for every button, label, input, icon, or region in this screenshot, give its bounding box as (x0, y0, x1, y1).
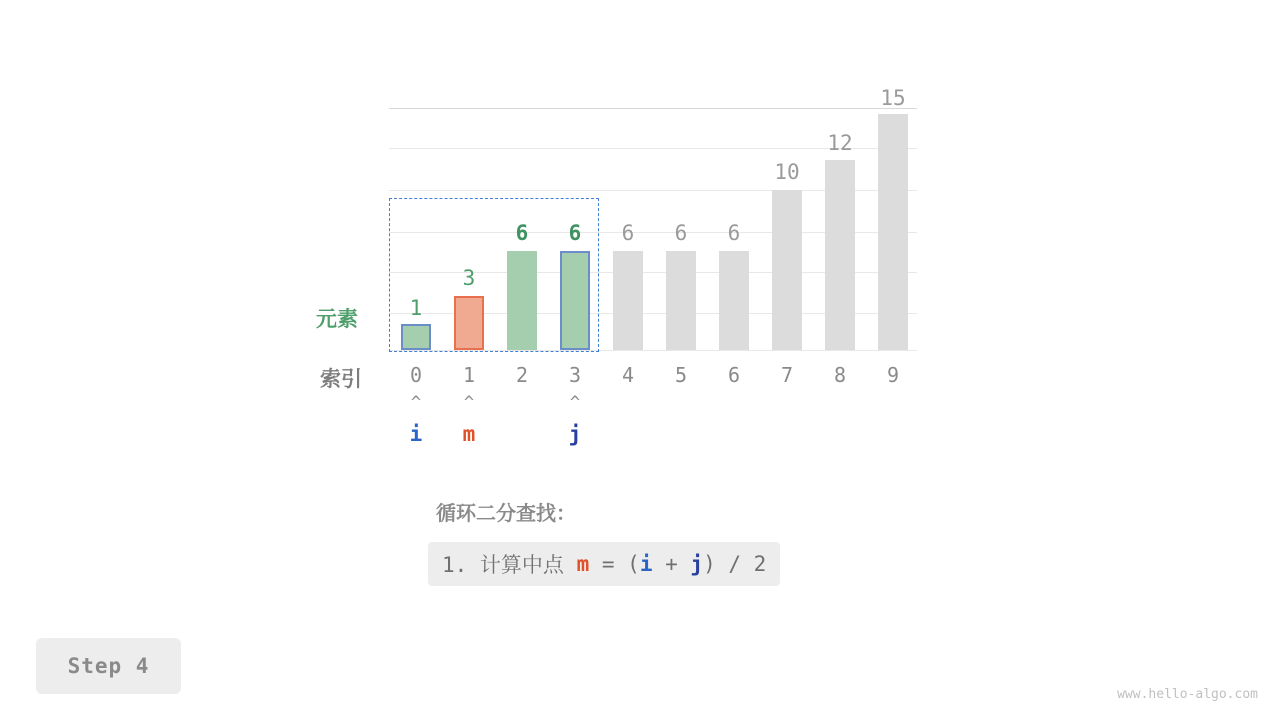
bar-value-4: 6 (621, 221, 635, 245)
elements-axis-title: 元素 (316, 307, 358, 331)
caret-i: ^ (410, 393, 422, 413)
bar-9 (878, 114, 908, 350)
bar-6 (719, 251, 749, 350)
search-range-box (389, 198, 599, 352)
bar-8 (825, 160, 855, 350)
code-prefix: 1. 计算中点 (442, 553, 577, 577)
code-plus: + (652, 552, 691, 576)
bar-value-1: 3 (462, 266, 476, 290)
index-label-1: 1 (462, 363, 476, 387)
code-step-line (428, 542, 780, 586)
bar-value-0: 1 (409, 296, 423, 320)
pointer-label-j: j (568, 422, 582, 446)
bar-5 (666, 251, 696, 350)
index-label-6: 6 (727, 363, 741, 387)
index-label-7: 7 (780, 363, 794, 387)
index-label-2: 2 (515, 363, 529, 387)
pointer-label-i: i (409, 422, 423, 446)
index-label-9: 9 (886, 363, 900, 387)
gridline (389, 108, 917, 109)
code-var-i: i (639, 552, 653, 576)
bar-value-6: 6 (727, 221, 741, 245)
code-suffix: ) / 2 (703, 552, 767, 576)
bar-value-8: 12 (827, 131, 853, 155)
index-label-4: 4 (621, 363, 635, 387)
watermark: www.hello-algo.com (1117, 687, 1258, 702)
bar-value-9: 15 (880, 86, 906, 110)
bar-value-2: 6 (515, 221, 529, 245)
index-axis-title: 索引 (320, 367, 362, 391)
index-label-3: 3 (568, 363, 582, 387)
bar-7 (772, 190, 802, 350)
bar-value-7: 10 (774, 160, 800, 184)
step-badge: Step 4 (36, 638, 181, 694)
index-label-5: 5 (674, 363, 688, 387)
bar-value-5: 6 (674, 221, 688, 245)
bar-value-3: 6 (568, 221, 582, 245)
bar-4 (613, 251, 643, 350)
pointer-label-m: m (462, 422, 476, 446)
caret-m: ^ (463, 393, 475, 413)
code-var-j: j (690, 552, 704, 576)
caret-j: ^ (569, 393, 581, 413)
code-eq: = ( (589, 552, 640, 576)
index-label-8: 8 (833, 363, 847, 387)
caption-title: 循环二分查找： (436, 501, 576, 525)
index-label-0: 0 (409, 363, 423, 387)
code-var-m: m (576, 552, 590, 576)
